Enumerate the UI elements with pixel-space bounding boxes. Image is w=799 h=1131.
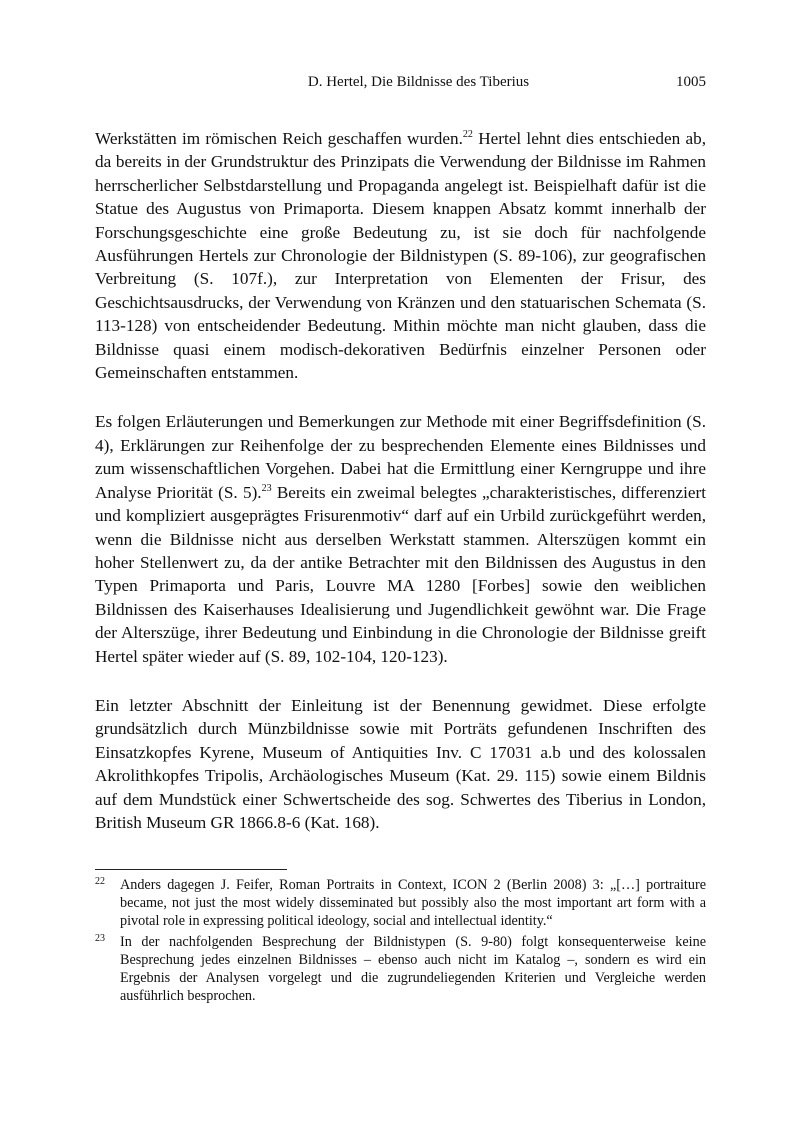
footnote-ref-23[interactable]: 23 — [261, 482, 272, 494]
running-title: D. Hertel, Die Bildnisse des Tiberius — [307, 74, 530, 90]
paragraph-1 — [95, 127, 706, 384]
footnote-text: In der nachfolgenden Besprechung der Bildnistypen (S. 9-80) folgt konsequenterweise keine Besprechung jedes einzelnen Bildnisses – ebenso auch nicht im Katalog –, sondern es wird ein Ergebnis der Analysen vorgelegt und die zugrundeliegenden Kriterien und Vergleiche werden ausführlich besprochen. — [120, 933, 706, 1005]
footnote-text: Anders dagegen J. Feifer, Roman Portraits in Context, ICON 2 (Berlin 2008) 3: „[…] portraiture became, not just the most widely disseminated but possibly also the most important art form with a pivotal role in expressing political ideology, social and intellectual identity.“ — [120, 877, 706, 930]
footnote-divider — [95, 869, 287, 870]
footnote-22 — [95, 876, 706, 931]
paragraph-1-part-2: Hertel lehnt dies entschieden ab, da bereits in der Grundstruktur des Prinzipats die Verwendung der Bildnisse im Rahmen herrscherlicher Selbstdarstellung und Propaganda angelegt ist. Beispielhaft dafür ist die Statue des Augustus von Primaporta. Diesem knappen Absatz kommt innerhalb der Forschungsgeschichte eine große Bedeutung zu, ist sie doch für nachfolgende Ausführungen Hertels zur Chronologie der Bildnistypen (S. 89-106), zur geografischen Verbreitung (S. 107f.), zur Interpretation von Elementen der Frisur, des Geschichtsausdrucks, der Verwendung von Kränzen und den statuarischen Schemata (S. 113-128) von entscheidender Bedeutung. Mithin möchte man nicht glauben, dass die Bildnisse quasi einem modisch-dekorativen Bedürfnis einzelner Personen oder Gemeinschaften entstammen. — [95, 129, 706, 383]
running-header — [95, 74, 706, 96]
footnote-number: 23 — [95, 932, 105, 944]
main-text — [95, 127, 706, 860]
footnote-number: 22 — [95, 876, 105, 887]
footnote-23 — [95, 933, 706, 1006]
page-number: 1005 — [676, 74, 706, 90]
paragraph-3: Ein letzter Abschnitt der Einleitung ist der Benennung gewidmet. Diese erfolgte grundsätzlich durch Münzbildnisse sowie mit Porträts gefundenen Inschriften des Einsatzkopfes Kyrene, Museum of Antiquities Inv. C 17031 a.b und des kolossalen Akrolithkopfes Tripolis, Archäologisches Museum (Kat. 29. 115) sowie einem Bildnis auf dem Mundstück einer Schwertscheide des sog. Schwertes des Tiberius in London, British Museum GR 1866.8-6 (Kat. 168). — [95, 695, 706, 832]
footnotes — [95, 876, 706, 1007]
paragraph-2-part-1: Es folgen Erläuterungen und Bemerkungen zur Methode mit einer Begriffsdefinition (S. 4), Erklärungen zur Reihenfolge der zu besprechenden Elemente eines Bildnisses und zum wissenschaftlichen Vorgehen. Dabei hat die Ermittlung einer Kerngruppe und ihre Analyse Priorität (S. 5). — [95, 412, 706, 502]
paragraph-1-part-1: Werkstätten im römischen Reich geschaffen wurden. — [95, 129, 463, 148]
footnote-ref-22[interactable]: 22 — [462, 129, 473, 140]
paragraph-2-part-2: Bereits ein zweimal belegtes „charakteristisches, differenziert und kompliziert ausgeprägtes Frisurenmotiv“ darf auf ein Urbild zurückgeführt werden, wenn die Bildnisse nicht aus derselben Werkstatt stammen. Alterszügen kommt ein hoher Stellenwert zu, da der antike Betrachter mit den Bildnissen des Augustus in den Typen Primaporta und Paris, Louvre MA 1280 [Forbes] sowie den weiblichen Bildnissen des Kaiserhauses Idealisierung und Jugendlichkeit gewöhnt war. Die Frage der Alterszüge, ihrer Bedeutung und Einbindung in die Chronologie der Bildnisse greift Hertel später wieder auf (S. 89, 102-104, 120-123). — [95, 482, 706, 666]
paragraph-2 — [95, 410, 706, 667]
